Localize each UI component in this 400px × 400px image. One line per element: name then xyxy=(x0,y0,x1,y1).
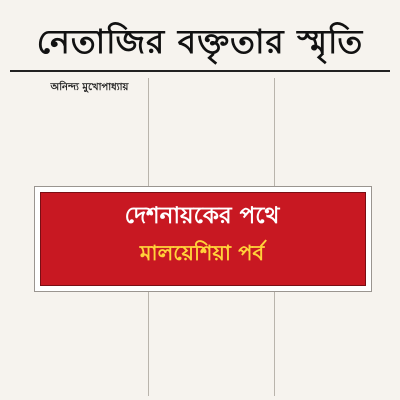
headline-rule xyxy=(10,70,390,72)
byline: অনিন্দ্য মুখোপাধ্যায় xyxy=(50,82,129,93)
inset-subtitle: মালয়েশিয়া পর্ব xyxy=(139,241,265,265)
headline: নেতাজির বক্তৃতার স্মৃতি xyxy=(36,22,364,61)
inset-title: দেশনায়কের পথে xyxy=(124,203,280,229)
